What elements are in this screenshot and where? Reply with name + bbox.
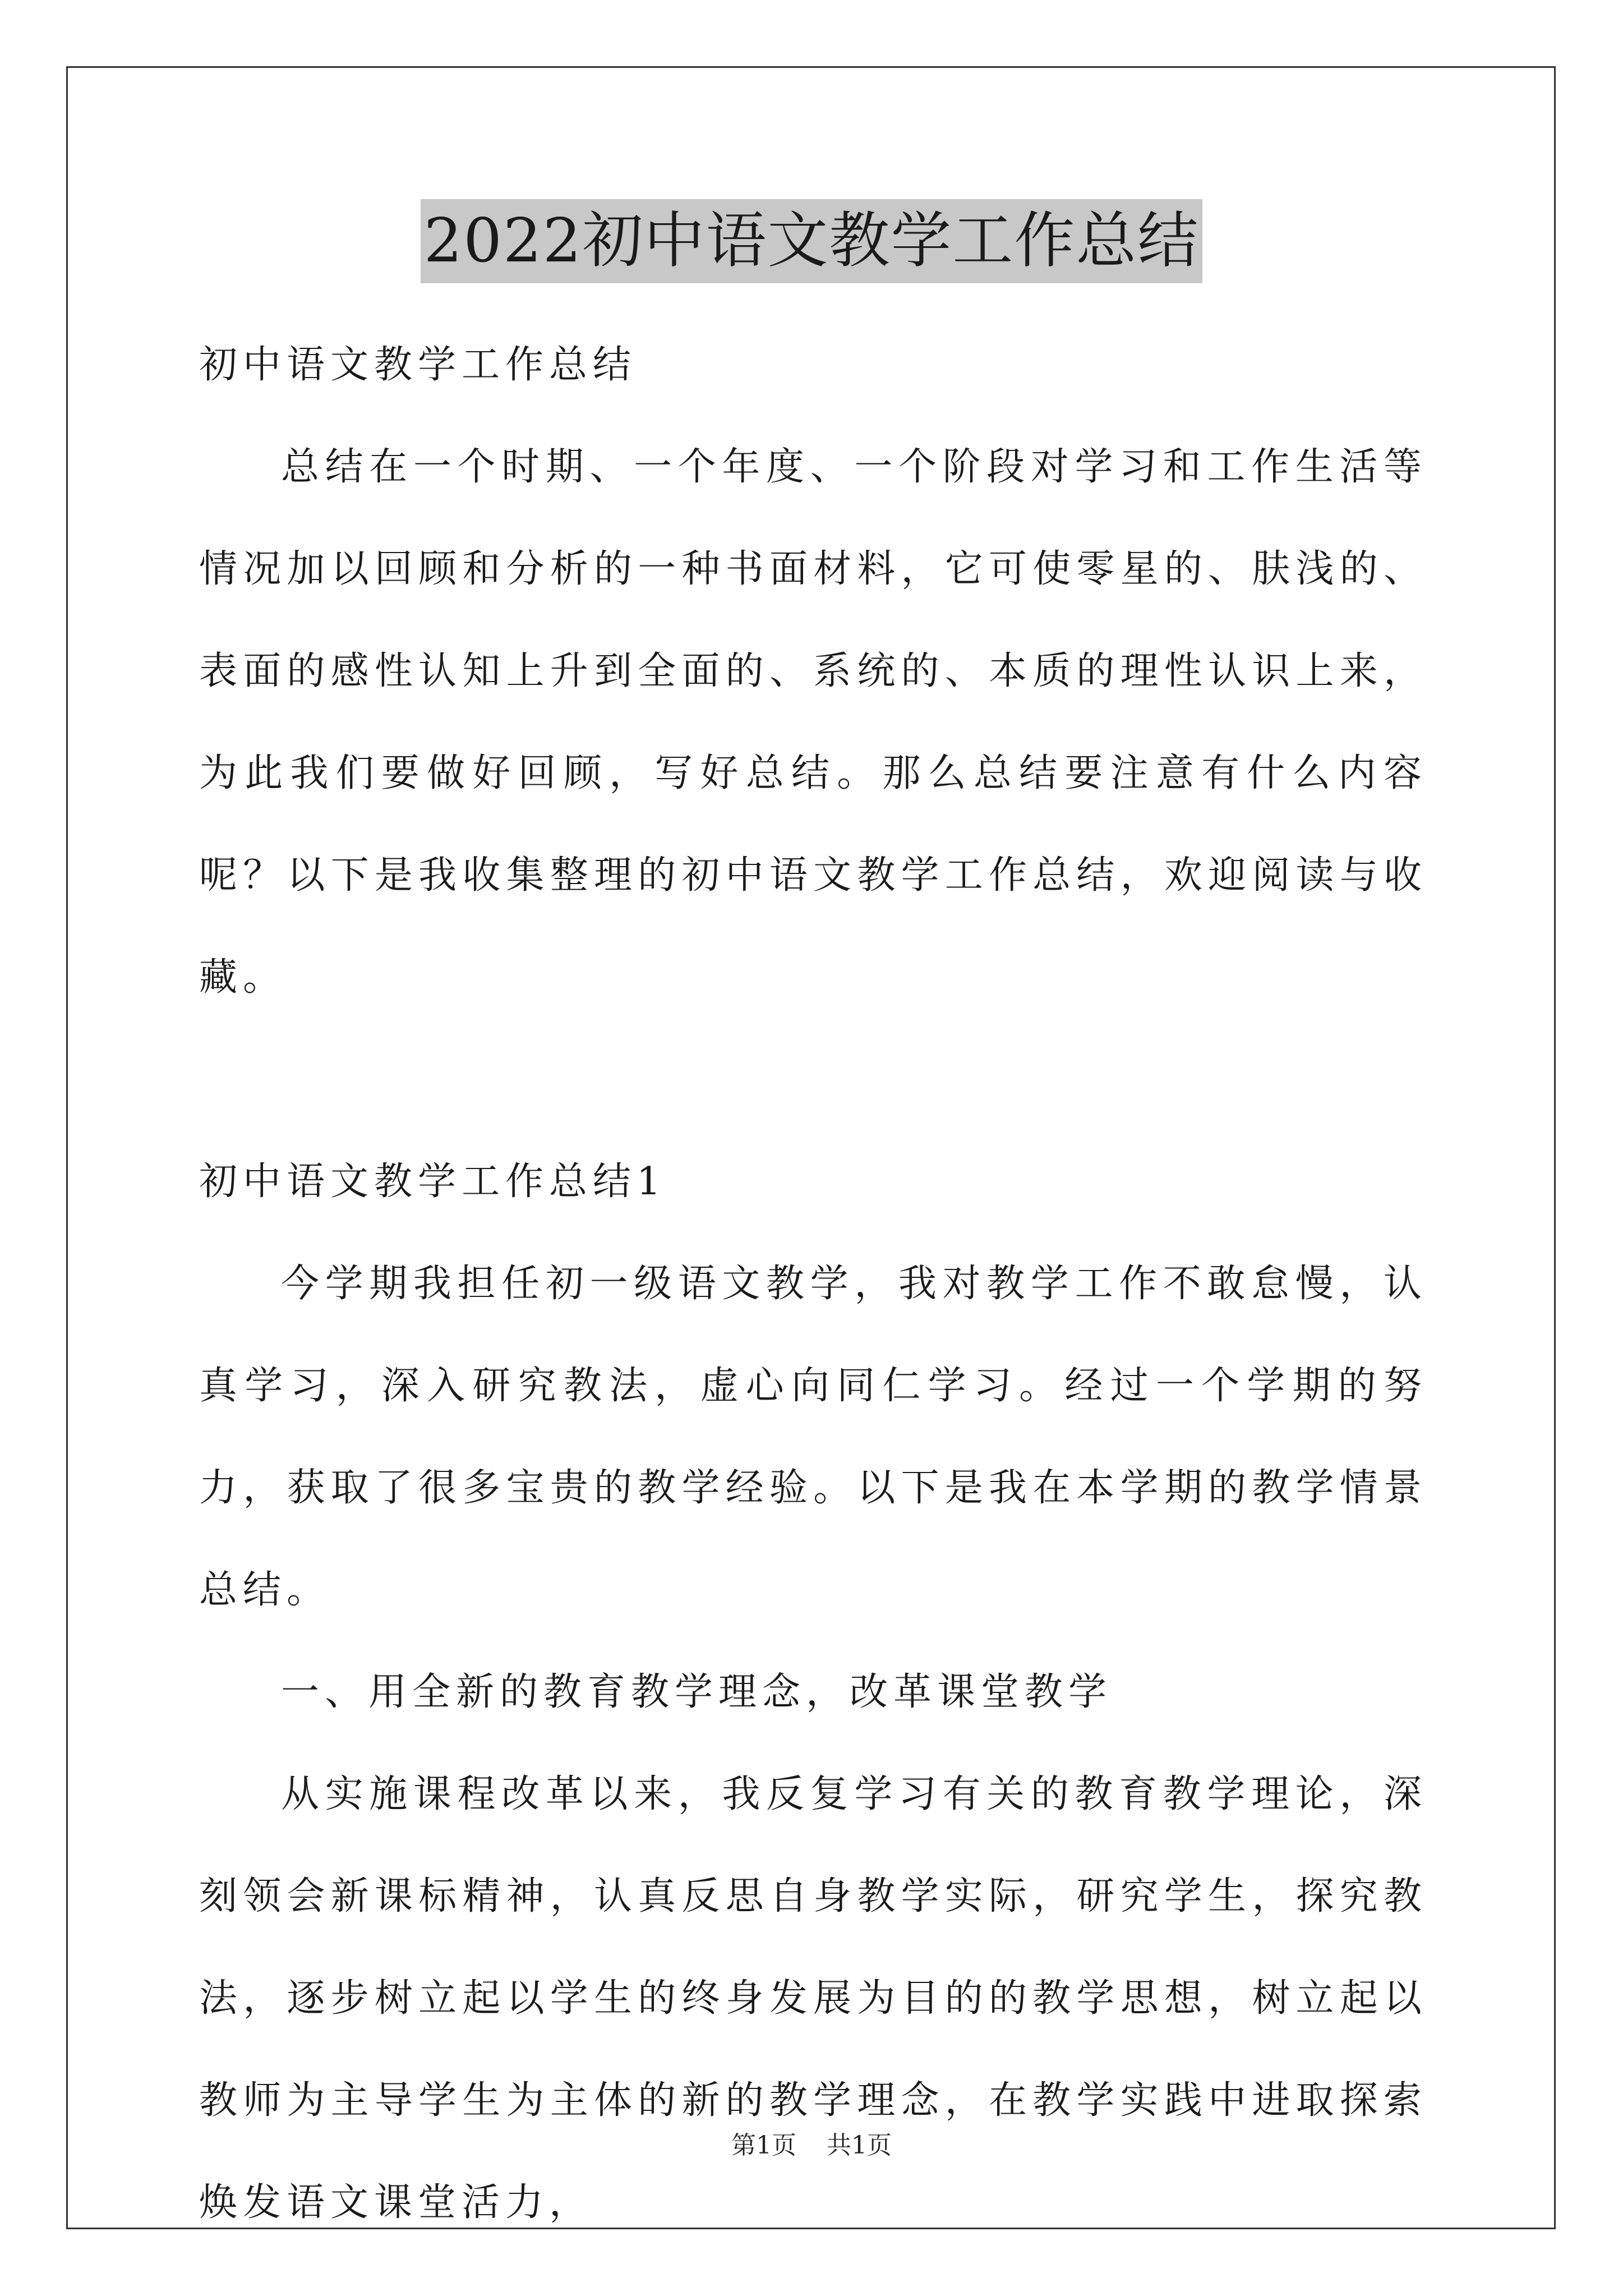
page-number-current: 第1页 (731, 2131, 796, 2160)
title-wrap (0, 199, 1623, 283)
section1-paragraph-2: 从实施课程改革以来，我反复学习有关的教育教学理论，深刻领会新课标精神，认真反思自身教学实际，研究学生，探究教法，逐步树立起以学生的终身发展为目的的教学思想，树立起以教师为主导学生为主体的新的教学理念，在教学实践中进取探索焕发语文课堂活力， (199, 1772, 1427, 2225)
page-number-total: 共1页 (827, 2131, 892, 2160)
intro-paragraph: 总结在一个时期、一个年度、一个阶段对学习和工作生活等情况加以回顾和分析的一种书面材料，它可使零星的、肤浅的、表面的感性认知上升到全面的、系统的、本质的理性认识上来，为此我们要做好回顾，写好总结。那么总结要注意有什么内容呢？以下是我收集整理的初中语文教学工作总结，欢迎阅读与收藏。 (199, 445, 1427, 1000)
section-gap (199, 1029, 1427, 1131)
section1-heading: 初中语文教学工作总结1 (199, 1159, 667, 1204)
intro-heading: 初中语文教学工作总结 (199, 343, 637, 387)
section1-paragraph-1: 今学期我担任初一级语文教学，我对教学工作不敢怠慢，认真学习，深入研究教法，虚心向同仁学习。经过一个学期的努力，获取了很多宝贵的教学经验。以下是我在本学期的教学情景总结。 (199, 1262, 1427, 1612)
document-body (199, 314, 1427, 2254)
document-title: 2022初中语文教学工作总结 (421, 199, 1203, 283)
page-footer (0, 2129, 1623, 2162)
section1-subheading: 一、用全新的教育教学理念，改革课堂教学 (281, 1670, 1113, 1714)
